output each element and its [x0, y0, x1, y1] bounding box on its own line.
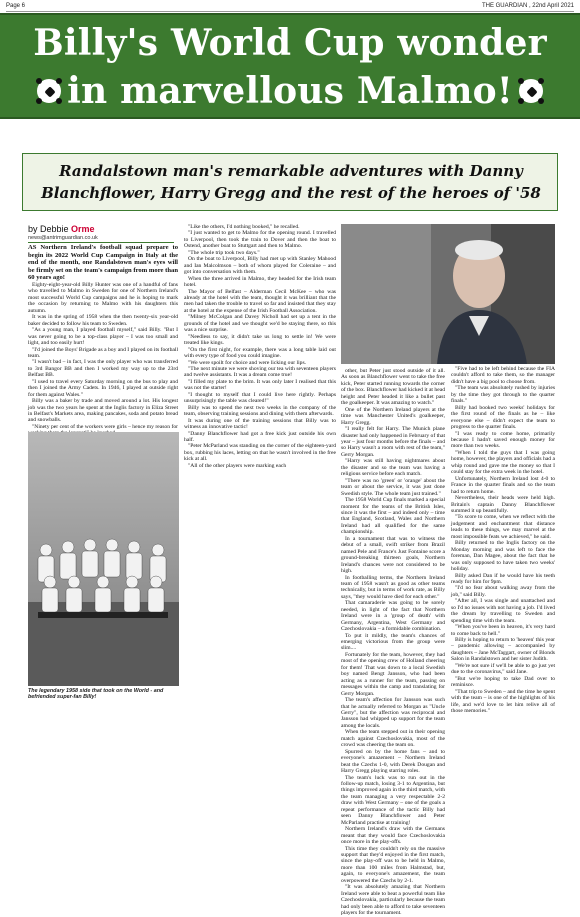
paragraph: "Ninety per cent of the workers were girls – hence my reason for [32, 423, 178, 430]
paragraph: "I thought to myself that I could live here rightly. Perhaps unsurprisingly the table was cleared!" [184, 391, 336, 405]
paragraph: In footballing terms, the Northern Ireland team of 1958 wasn't as good as other teams technically, but in terms of work rate, as Billy says, "they would have died for each other." [341, 574, 445, 600]
article-column-1 [28, 244, 178, 430]
byline-prefix: by Debbie [28, 224, 69, 234]
paragraph: "Needless to say, it didn't take us long to settle in! We were treated like kings. [184, 333, 336, 347]
paragraph: Spurred on by the home fans – and to everyone's amazement – Northern Ireland beat the Czechs 1-0, with Derek Dougan and Harry Gregg playing starring roles. [341, 748, 445, 775]
paragraph: In a tournament that was to witness the debut of a small, swift striker from Brazil named Pele and France's Just Fontaine score a ground-breaking thirteen goals, Northern Ireland's chances were not considered to be high. [341, 535, 445, 575]
paragraph: Billy was to spend the next two weeks in the company of the team, observing training sessions and dining with them afterwards. [184, 404, 336, 418]
article-column-5 [451, 366, 555, 715]
byline-rule [28, 242, 174, 243]
paragraph: Billy is hoping to return to 'heaven' this year – pandemic allowing – accompanied by daughters – Jane McTaggart, owner of Blonds Salon in Randalstown and her sister Judith. [451, 637, 555, 663]
paragraph: When the three arrived in Malmo, they headed for the Irish team hotel. [184, 275, 336, 289]
paragraph: Billy had booked two weeks' holidays for the first round of the finals as he – like everyone else – didn't expect the team to progress to the quarter finals. [451, 404, 555, 431]
paragraph: The team's luck was to run out in the follow-up match, losing 3-1 to Argentina, but things improved again in the third match, with the team managing a very respectable 2-2 draw with West Germany – one of the goals a repeat performance of the tactic Billy had seen Danny Blanchflower and Peter McParland practise at training! [341, 774, 445, 826]
paragraph: "I really felt for Harry. The Munich plane disaster had only happened in February of that year – just four months before the finals – and so Harry wasn't a room with rest of the team," Gerry Morgan. [341, 426, 445, 458]
paragraph: "I wasn't bad – in fact, I was the only player who was transferred to 3rd Bangor BB and then I worked my way up to the 23rd Belfast BB. [28, 359, 178, 379]
paragraph: "The team was absolutely rushed by injuries by the time they got through to the quarter finals." [451, 385, 555, 405]
paragraph: "I'd no fear about walking away from the job," said Billy. [451, 585, 555, 598]
paragraph: "It was absolutely amazing that Northern Ireland were able to beat a powerful team like Czechoslovakia, particularly because the team had only been able to afford to take seventeen players for the tournament. [341, 884, 445, 917]
paragraph: "After all, I was single and unattached and so I'd no issues with not having a job. I'd lived the dream by travelling to Sweden and spending time with the team. [451, 598, 555, 624]
page-number: Page 6 [6, 3, 26, 9]
paragraph: The 1958 World Cup finals marked a special moment for the teams of the British Isles, since it was the first – and indeed only – time that England, Scotland, Wales and Northern Ireland had all qualified for the same championship. [341, 497, 445, 536]
headline-line-1 [0, 21, 580, 65]
paragraph: Fortunately for the team, however, they had most of the opening crew of Holland cheering for them! That was down to a local Swedish boy named Bengt Jansson, who had been acting as a runner for the team, passing on messages within the camp and translating for Gerry Morgan. [341, 651, 445, 697]
headline-line-2 [0, 69, 580, 113]
paragraph: "I just wanted to get to Malmo for the opening round. I travelled to Liverpool, then took the train to Dover and then the boat to Ostend, another boat to Stuttgart and then to Malmo. [184, 230, 336, 250]
paragraph: "Like the others, I'd nothing booked," he recalled. [188, 224, 300, 230]
billy-photo [341, 224, 555, 364]
paragraph: "As a young man, I played football myself," said Billy. "But I was never going to be a top-class player – I was too small and light, and too easily hurt! [28, 327, 178, 347]
paragraph: other, but Peter just stood outside of it all. As soon as Blanchflower went to take the free kick, Peter started running towards the corner of the box. Blanchflower had kicked it at head height and Peter headed it like a bullet past the goalkeeper. It was amazing to watch." [341, 368, 445, 407]
paragraph: "I was ready to come home, primarily because I hadn't saved enough money for more than two weeks. [451, 430, 555, 450]
article-column-2 [184, 224, 336, 704]
paragraph: "But we're hoping to take Dad over to reminisce. [451, 675, 555, 689]
billy-photo-graphic [341, 224, 555, 364]
paragraph: "On the first night, for example, there was a long table laid out with every type of food you could imagine. [184, 346, 336, 360]
paragraph: Eighty-eight-year-old Billy Hunter was one of a handful of fans who travelled to Malmo in Sweden for one of Northern Ireland's most successful World Cup campaigns and he is hoping to mark the occasion by returning to Malmo with his daughters this autumn. [28, 281, 178, 314]
football-icon [37, 79, 61, 103]
paragraph: "We're not sure if we'll be able to go just yet due to the coronavirus," said Jane. [451, 662, 555, 676]
paragraph: Billy was a baker by trade and moved around a lot. His longest job was the two years he spent at the Inglis factory in Eliza Street in Belfast's Markets area, making pancakes, soda and potato bread and snowballs. [28, 398, 178, 424]
paragraph: "We were spoilt for choice and were licking our lips. [188, 359, 307, 366]
standfirst-box [22, 153, 558, 211]
byline-surname: Orme [71, 224, 95, 234]
paragraph: "I'd joined the Boys' Brigade as a boy and I played on its football team. [28, 346, 178, 359]
standfirst: Randalstown man's remarkable adventures with Danny Blanchflower, Harry Gregg and the rest of the heroes of '58 [41, 162, 541, 202]
paragraph: "The next minute we were shoving our tea with seventeen players and twelve assistants. It was a dream come true! [184, 365, 336, 379]
paragraph: AS Northern Ireland's football squad prepare to begin its 2022 World Cup Campaign in Italy at the end of the month, one Randalstown man's eyes will be firmly set on the team's campaign from more than 60 years ago! [28, 244, 178, 282]
paragraph: "When I told the guys that I was going home, however, the players and officials had a whip round and gave me the money so that I could stay for the extra week in the hotel. [451, 449, 555, 476]
paragraph: Billy asked Dan if he would have his teeth ready for him for 9pm. [451, 572, 555, 585]
team-photo [28, 432, 179, 686]
paragraph: "Danny Blanchflower had got a free kick just outside his own half. [184, 430, 336, 443]
football-icon [519, 79, 543, 103]
paragraph: "I used to travel every Saturday morning on the bus to play and then I joined the Army Cadets. In 1946, I played at outside right for them against Wales." [28, 378, 178, 398]
paragraph: "There was no 'green' or 'orange' about the team or about the service, it was just done Swedish style. The whole team just trained." [341, 477, 445, 497]
paragraph: "Peter McParland was standing on the corner of the eighteen-yard box, rubbing his laces, letting on that he wasn't involved in the free kick at all. [184, 443, 336, 463]
byline-email[interactable]: news@antrimguardian.co.uk [28, 235, 98, 241]
paragraph: Northern Ireland's draw with the Germans meant that they would face Czechoslovakia once more in the play-offs. [341, 826, 445, 846]
paragraph: It was in the spring of 1958 when the then twenty-six year-old baker decided to follow his team to Sweden. [28, 314, 178, 327]
paragraph: Unfortunately, Northern Ireland lost 4-0 to France in the quarter finals and so the team had to return home. [451, 475, 555, 495]
paragraph: "When you've been in heaven, it's very hard to come back to hell." [451, 624, 555, 637]
paragraph: "Milney McColgan and Davey Nicholl had set up a tent in the grounds of the hotel and we thought we'd be staying there, so this was a nice surprise. [184, 314, 336, 334]
paragraph: To put it mildly, the team's chances of emerging victorious from the group were slim.... [341, 632, 445, 652]
headline-banner [0, 13, 580, 119]
paragraph: "All of the other players were marking each [188, 462, 287, 469]
paragraph: "I filled my plate to the brim. It was only later I realised that this was not the starter! [184, 378, 336, 392]
paragraph: "The whole trip took two days." [188, 249, 260, 256]
team-photo-graphic [28, 432, 179, 686]
paragraph: Billy returned to the Inglis factory on the Monday morning and was left to face the foreman, Dan Magee, about the fact that he was only supposed to have taken two weeks' holiday. [451, 540, 555, 573]
paragraph: The team's affection for Jansson was such that he actually referred to Morgan as "Uncle Gerry", but the affection was reciprocal and Jansson had whipped up support for the team among the locals. [341, 697, 445, 729]
paragraph: "That trip to Sweden – and the time he spent with the team – is one of the highlights of his life, and we'd love to let him relive all of those memories." [451, 688, 555, 715]
headline-text-2: in marvellous Malmo! [67, 70, 513, 112]
paragraph: Nevertheless, their heads were held high. Britain's captain Danny Blanchflower summed it up beautifully. [451, 495, 555, 514]
headline-text-1: Billy's World Cup wonder [33, 22, 547, 64]
paragraph: "To score to come, when we reflect with the judgement and enchantment that distance leads to these things, we may marvel at the most impossible feats we achieved," he said. [451, 514, 555, 540]
byline-name [28, 224, 138, 234]
paragraph: This time they couldn't rely on the massive support that they'd enjoyed in the first match, since the play-off was to be held in Malmo, more than 100 miles from Halmstad, but, again, to everyone's amazement, the team overpowered the Czechs by 2-1. [341, 845, 445, 884]
paragraph: The Mayor of Belfast – Alderman Cecil McKee – who was already at the hotel with the team, thought it was brilliant that the men had taken the trouble to travel so far and insisted that they stay at the hotel at the expense of the Irish Football Association. [184, 288, 336, 314]
paragraph: That camaraderie was going to be sorely needed, in light of the fact that Northern Ireland were in a 'group of death' with Germany, Argentina, West Germany and Czechoslovakia – a formidable combination. [341, 600, 445, 633]
photo-caption: The legendary 1958 side that took on the World - and befriended super-fan Billy! [28, 688, 164, 700]
article-column-3 [341, 368, 445, 917]
masthead-date: THE GUARDIAN , 22nd April 2021 [481, 3, 574, 9]
paragraph: One of the Northern Ireland players at the time was Manchester United's goalkeeper, Harry Gregg. [341, 406, 445, 426]
byline [28, 224, 138, 241]
paragraph: When the team stepped out in their opening match against Czechoslovakia, most of the crowd was cheering the team on. [341, 729, 445, 749]
folio-rule [6, 11, 574, 12]
paragraph: On the boat to Liverpool, Billy had met up with Stanley Mahood and Ian Malcolmson – both of whom played for Coleraine – and got into conversation with them. [184, 256, 336, 276]
paragraph: It was during one of the training sessions that Billy was to witness an innovative tactic! [184, 417, 336, 431]
paragraph: "Harry was still having nightmares about the disaster and so the team was having a religious service before each match. [341, 458, 445, 478]
paragraph: "Five had to be left behind because the FIA couldn't afford to take them, so the manager didn't have a big pool to choose from. [451, 366, 555, 385]
